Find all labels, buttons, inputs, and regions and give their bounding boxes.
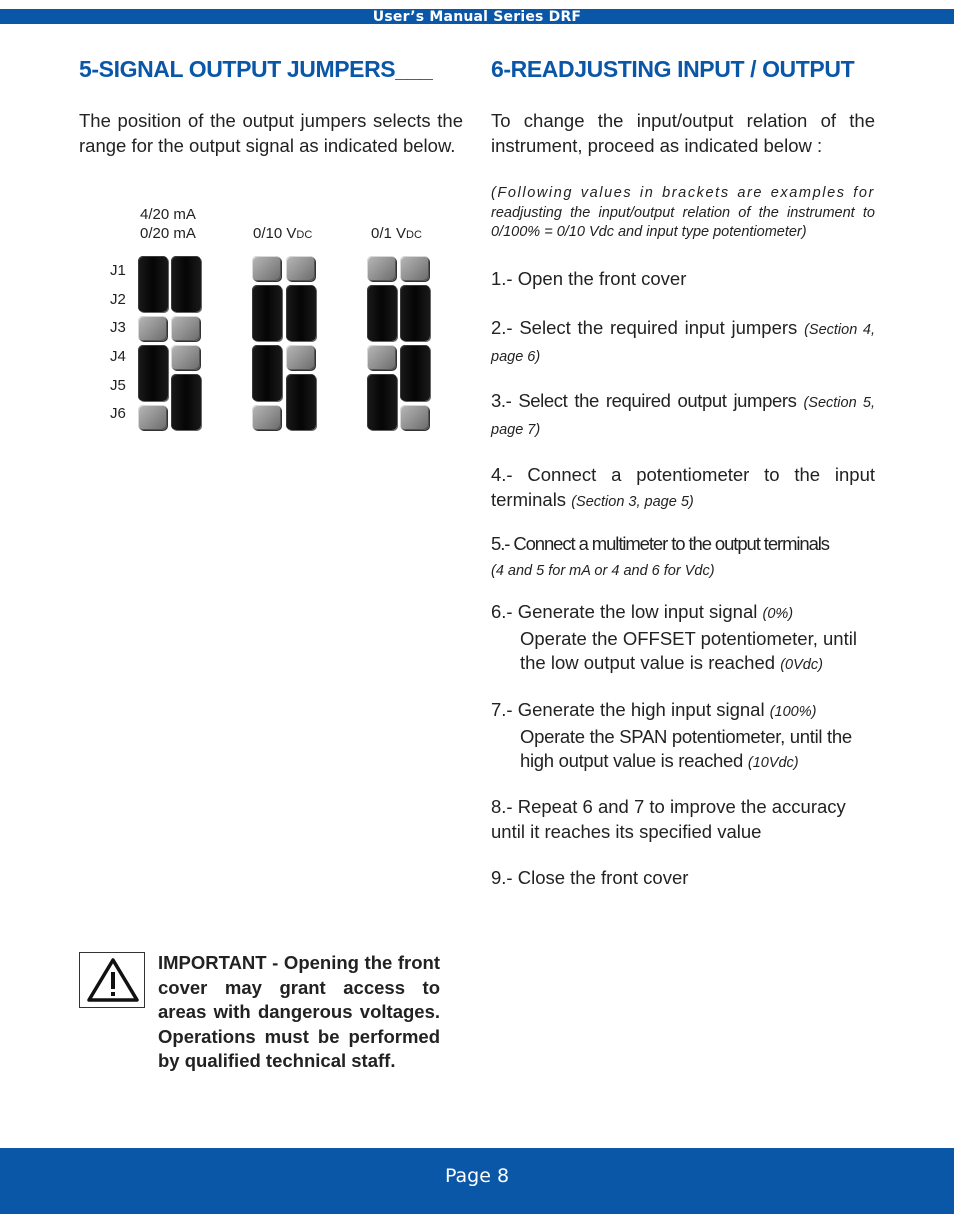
- step-2: [491, 316, 875, 369]
- column-label-ma-line2: 0/20 mA: [140, 225, 196, 242]
- page-number: Page 8: [444, 1165, 510, 1187]
- column-label-10vdc: [253, 224, 312, 245]
- warning-sign-box: [79, 952, 145, 1008]
- jumper-a-right-j5-j6: [171, 374, 201, 430]
- jumper-a-left-j1-j2: [138, 256, 168, 312]
- jumper-c-left-j2-j3: [367, 285, 397, 341]
- pin-b-left-j6: [252, 405, 281, 430]
- section-6-heading: 6-READJUSTING INPUT / OUTPUT: [491, 56, 855, 82]
- jumper-a-right-j1-j2: [171, 256, 201, 312]
- column-label-1vdc-sub: DC: [406, 229, 422, 241]
- row-label-j1: J1: [110, 262, 126, 279]
- pin-c-left-j4: [367, 345, 396, 370]
- pin-a-left-j6: [138, 405, 167, 430]
- column-label-10vdc-sub: DC: [296, 229, 313, 241]
- pin-c-right-j6: [400, 405, 429, 430]
- step-5-reference: (4 and 5 for mA or 4 and 6 for Vdc): [491, 562, 715, 579]
- step-7-detail-text: Operate the SPAN potentiometer, until the high output value is reached: [520, 725, 852, 771]
- step-7: [491, 698, 875, 776]
- row-label-j3: J3: [110, 319, 126, 336]
- page-footer-bar: [0, 1148, 954, 1214]
- row-label-j5: J5: [110, 377, 126, 394]
- column-label-ma: [140, 205, 196, 243]
- step-7-reference: (100%): [769, 704, 817, 720]
- step-9: [491, 866, 875, 891]
- pin-c-right-j1: [400, 256, 429, 281]
- column-label-1vdc-main: 0/1 V: [371, 225, 407, 242]
- step-8: [491, 795, 875, 844]
- pin-b-right-j4: [286, 345, 315, 370]
- page-header-bar: [0, 9, 954, 24]
- section-6-intro: To change the input/output relation of the instrument, proceed as indicated below :: [491, 110, 875, 156]
- column-label-ma-line1: 4/20 mA: [140, 206, 196, 223]
- step-3-reference: (Section 5, page 7): [491, 395, 875, 438]
- warning-text: IMPORTANT - Opening the front cover may grant access to areas with dangerous voltages. Operations must be performed by qualified technical staff.: [158, 952, 440, 1071]
- step-6-detail: [491, 627, 875, 678]
- pin-a-left-j3: [138, 316, 167, 341]
- section-5-intro: The position of the output jumpers selects the range for the output signal as indicated below.: [79, 110, 463, 156]
- step-1: [491, 267, 875, 292]
- step-3: [491, 389, 875, 442]
- jumper-c-right-j2-j3: [400, 285, 430, 341]
- jumper-b-left-j2-j3: [252, 285, 282, 341]
- step-3-text: 3.- Select the required output jumpers: [491, 390, 797, 411]
- step-4-reference: (Section 3, page 5): [571, 493, 694, 510]
- example-note-line1: (Following values in brackets are examples for: [491, 185, 875, 201]
- step-7-text: 7.- Generate the high input signal: [491, 699, 765, 720]
- step-6: [491, 600, 875, 678]
- row-label-j6: J6: [110, 405, 126, 422]
- section-5-heading: 5-SIGNAL OUTPUT JUMPERS___: [79, 56, 433, 82]
- jumper-c-right-j4-j5: [400, 345, 430, 401]
- step-6-detail-reference: (0Vdc): [780, 657, 823, 673]
- pin-b-left-j1: [252, 256, 281, 281]
- step-2-reference: (Section 4, page 6): [491, 322, 875, 365]
- step-4: [491, 463, 875, 514]
- step-4-text: 4.- Connect a potentiometer to the input terminals: [491, 464, 875, 510]
- step-7-detail-reference: (10Vdc): [747, 755, 799, 771]
- step-6-text: 6.- Generate the low input signal: [491, 601, 758, 622]
- jumper-b-right-j5-j6: [286, 374, 316, 430]
- step-8-text: 8.- Repeat 6 and 7 to improve the accuracy until it reaches its specified value: [491, 796, 846, 842]
- pin-a-right-j4: [171, 345, 200, 370]
- jumper-b-left-j4-j5: [252, 345, 282, 401]
- row-label-j2: J2: [110, 291, 126, 308]
- row-label-j4: J4: [110, 348, 126, 365]
- step-7-detail: [491, 725, 875, 776]
- step-2-text: 2.- Select the required input jumpers: [491, 317, 798, 338]
- manual-title: User’s Manual Series DRF: [372, 9, 582, 24]
- pin-c-left-j1: [367, 256, 396, 281]
- step-5-text: 5.- Connect a multimeter to the output terminals: [491, 533, 829, 554]
- pin-a-right-j3: [171, 316, 200, 341]
- step-5: [491, 532, 875, 583]
- example-note-rest: readjusting the input/output relation of the instrument to 0/100% = 0/10 Vdc and input type potentiometer): [491, 204, 875, 240]
- example-note: [491, 184, 875, 243]
- step-1-text: 1.- Open the front cover: [491, 268, 687, 289]
- jumper-c-left-j5-j6: [367, 374, 397, 430]
- jumper-b-right-j2-j3: [286, 285, 316, 341]
- column-label-1vdc: [371, 224, 422, 245]
- step-6-reference: (0%): [762, 606, 794, 622]
- step-9-text: 9.- Close the front cover: [491, 867, 689, 888]
- pin-b-right-j1: [286, 256, 315, 281]
- step-6-detail-text: Operate the OFFSET potentiometer, until the low output value is reached: [520, 627, 857, 673]
- jumper-a-left-j4-j5: [138, 345, 168, 401]
- warning-triangle-icon: [86, 957, 140, 1003]
- column-label-10vdc-main: 0/10 V: [253, 225, 297, 242]
